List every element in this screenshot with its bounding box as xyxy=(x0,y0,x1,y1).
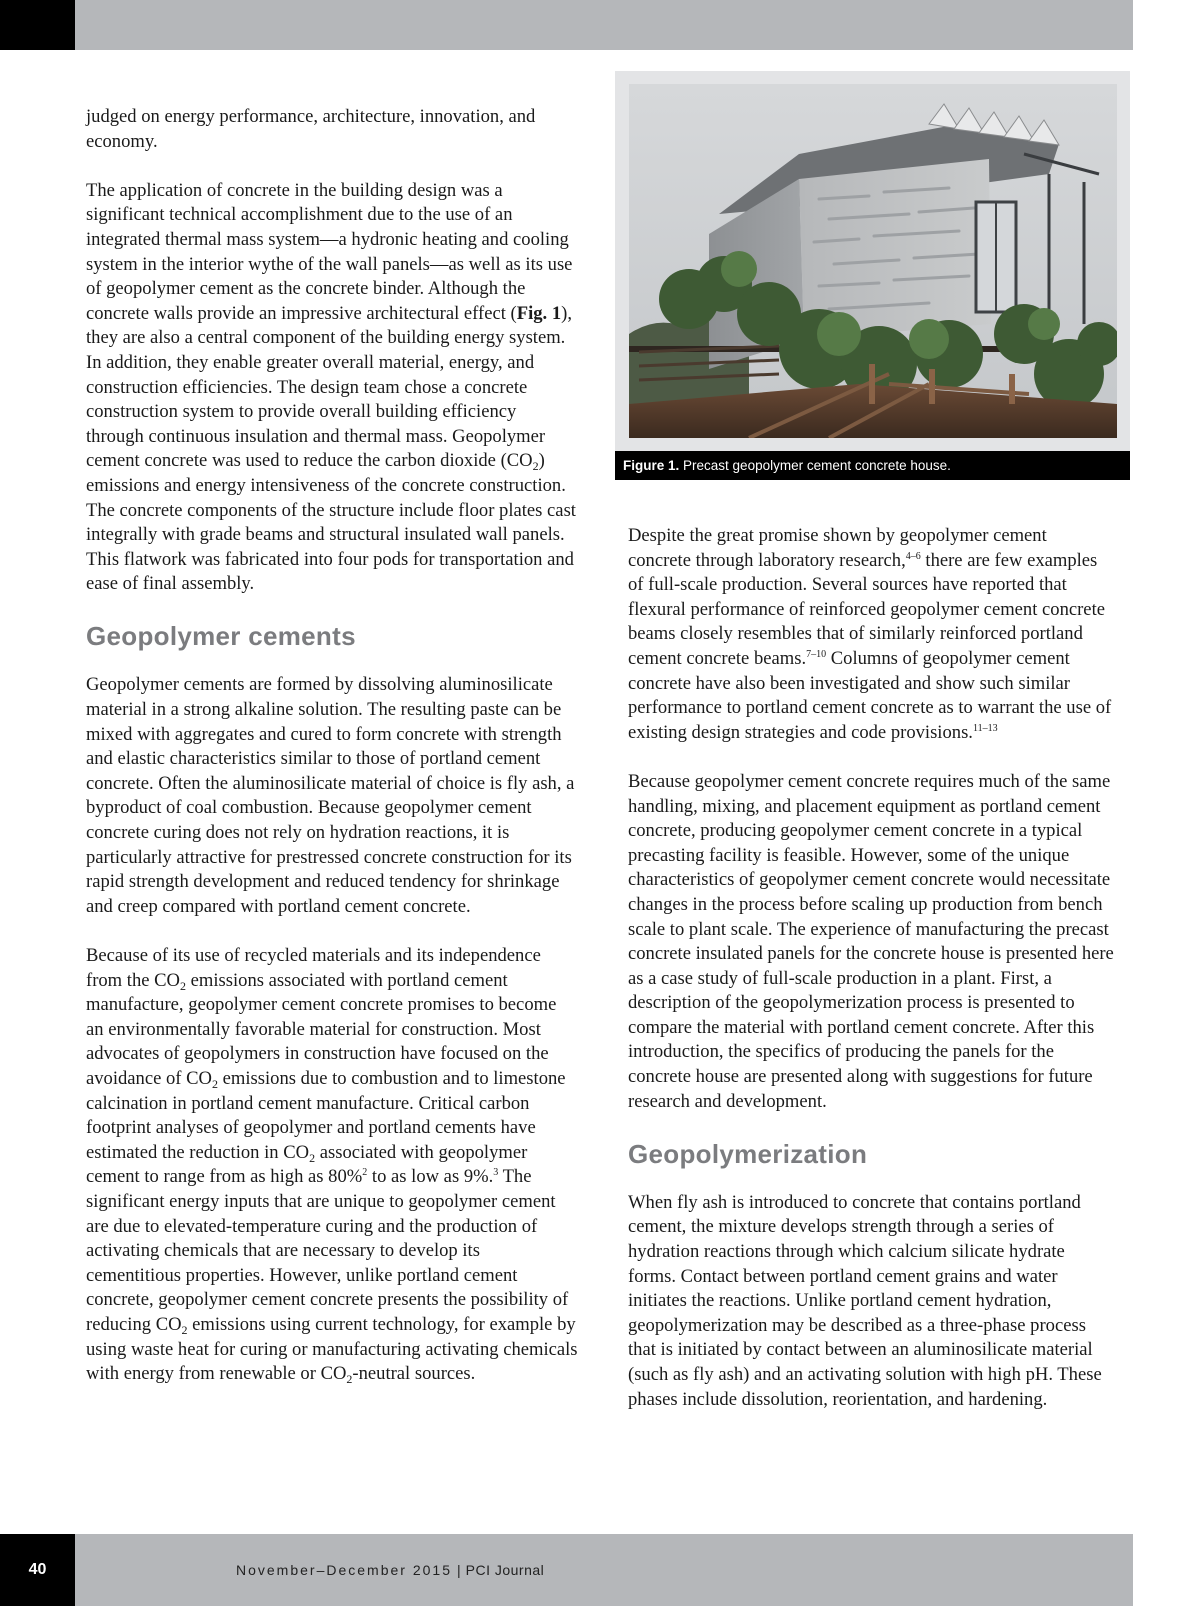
figure-caption-text: Precast geopolymer cement concrete house. xyxy=(683,458,951,473)
header-grey-bar xyxy=(75,0,1133,50)
right-paragraph-1: Despite the great promise shown by geopolymer cement concrete through laboratory research,$^{4-6}$ there are few examples of full-scale production. Several sources have reported that flexural performance of reinforced geopolymer cement concrete beams closely resembles that of similarly reinforced portland cement concrete beams.$^{7-10}$ Columns of geopolymer cement concrete have also been investigated and show such similar performance to portland cement concrete as to warrant the use of existing design strategies and code provisions.$^{11-13}$ xyxy=(628,525,1112,743)
citation-4-6: 4–6 xyxy=(905,550,921,562)
left-paragraph-2: The application of concrete in the building design was a significant technical accomplishment due to the use of an integrated thermal mass system—a hydronic heating and cooling system in the interior wythe of the wall panels—as well as its use of geopolymer cement as the concrete binder. Although the concrete walls provide an impressive architectural effect (Fig. 1), they are also a central component of the building energy system. In addition, they enable greater overall material, energy, and construction efficiencies. The design team chose a concrete construction system to provide overall building efficiency through continuous insulation and thermal mass. Geopolymer cement concrete was used to reduce the carbon dioxide $(CO_2)$ emissions and energy intensiveness of the concrete construction. The concrete components of the structure include floor plates cast integrally with grade beams and structural insulated wall panels. This flatwork was fabricated into four pods for transportation and ease of final assembly. xyxy=(86,179,576,595)
citation-7-10: 7–10 xyxy=(806,648,827,660)
citation-2: 2 xyxy=(362,1167,368,1179)
header-black-block xyxy=(0,0,75,50)
left-paragraph-3: Geopolymer cements are formed by dissolving aluminosilicate material in a strong alkaline solution. The resulting paste can be mixed with aggregates and cured to form concrete with strength and elastic characteristics similar to those of portland cement concrete. Often the aluminosilicate material of choice is fly ash, a byproduct of coal combustion. Because geopolymer cement concrete curing does not rely on hydration reactions, it is particularly attractive for prestressed concrete construction for its rapid strength development and reduced tendency for shrinkage and creep compared with portland cement concrete. xyxy=(86,674,575,917)
right-paragraph-3: When fly ash is introduced to concrete that contains portland cement, the mixture develops strength through a series of hydration reactions through which calcium silicate hydrate forms. Contact between portland cement grains and water initiates the reactions. Unlike portland cement hydration, geopolymerization may be described as a three-phase process that is initiated by contact between an aluminosilicate material (such as fly ash) and an activating solution with high pH. These phases include dissolution, reorientation, and hardening. xyxy=(628,1191,1102,1410)
left-paragraph-1: judged on energy performance, architecture, innovation, and economy. xyxy=(86,106,536,152)
footer-journal: PCI Journal xyxy=(465,1562,545,1578)
figure-photo-concrete-house xyxy=(629,84,1117,438)
left-paragraph-4: Because of its use of recycled materials and its independence from the $CO_2$ emissions associated with portland cement manufacture, geopolymer cement concrete promises to become an environmentally favorable material for construction. Most advocates of geopolymers in construction have focused on the avoidance of $CO_2$ emissions due to combustion and to limestone calcination in portland cement manufacture. Critical carbon footprint analyses of geopolymer and portland cements have estimated the reduction in $CO_2$ associated with geopolymer cement to range from as high as 80%$^2$ to as low as 9%.$^3$ The significant energy inputs that are unique to geopolymer cement are due to elevated-temperature curing and the production of activating chemicals that are necessary to develop its cementitious properties. However, unlike portland cement concrete, geopolymer cement concrete presents the possibility of reducing $CO_2$ emissions using current technology, for example by using waste heat for curing or manufacturing activating chemicals with energy from renewable or $CO_2$-neutral sources. xyxy=(86,945,578,1387)
figure-caption xyxy=(615,451,1130,480)
citation-11-13: 11–13 xyxy=(972,722,998,734)
right-column xyxy=(628,524,1114,1437)
section-heading-geopolymerization: Geopolymerization xyxy=(628,1138,868,1169)
footer-separator: | xyxy=(456,1562,461,1578)
page-number: 40 xyxy=(28,1561,47,1578)
left-column xyxy=(86,105,578,1411)
section-heading-geopolymer-cements: Geopolymer cements xyxy=(86,621,356,652)
footer-grey-bar xyxy=(75,1534,1133,1606)
right-paragraph-2: Because geopolymer cement concrete requires much of the same handling, mixing, and placement equipment as portland cement concrete, producing geopolymer cement concrete in a typical precasting facility is feasible. However, some of the unique characteristics of geopolymer cement concrete would necessitate changes in the process before scaling up production from bench scale to plant scale. The experience of manufacturing the precast concrete insulated panels for the concrete house is presented here as a case study of full-scale production in a plant. First, a description of the geopolymerization process is presented to compare the material with portland cement concrete. After this introduction, the specifics of producing the panels for the concrete house are presented along with suggestions for future research and development. xyxy=(628,770,1114,1112)
figure-reference: Fig. 1 xyxy=(516,302,562,324)
footer-issue: November–December 2015 xyxy=(236,1562,452,1578)
figure-label: Figure 1. xyxy=(623,458,680,473)
citation-3: 3 xyxy=(493,1167,499,1179)
footer-issue-line xyxy=(236,1534,544,1606)
